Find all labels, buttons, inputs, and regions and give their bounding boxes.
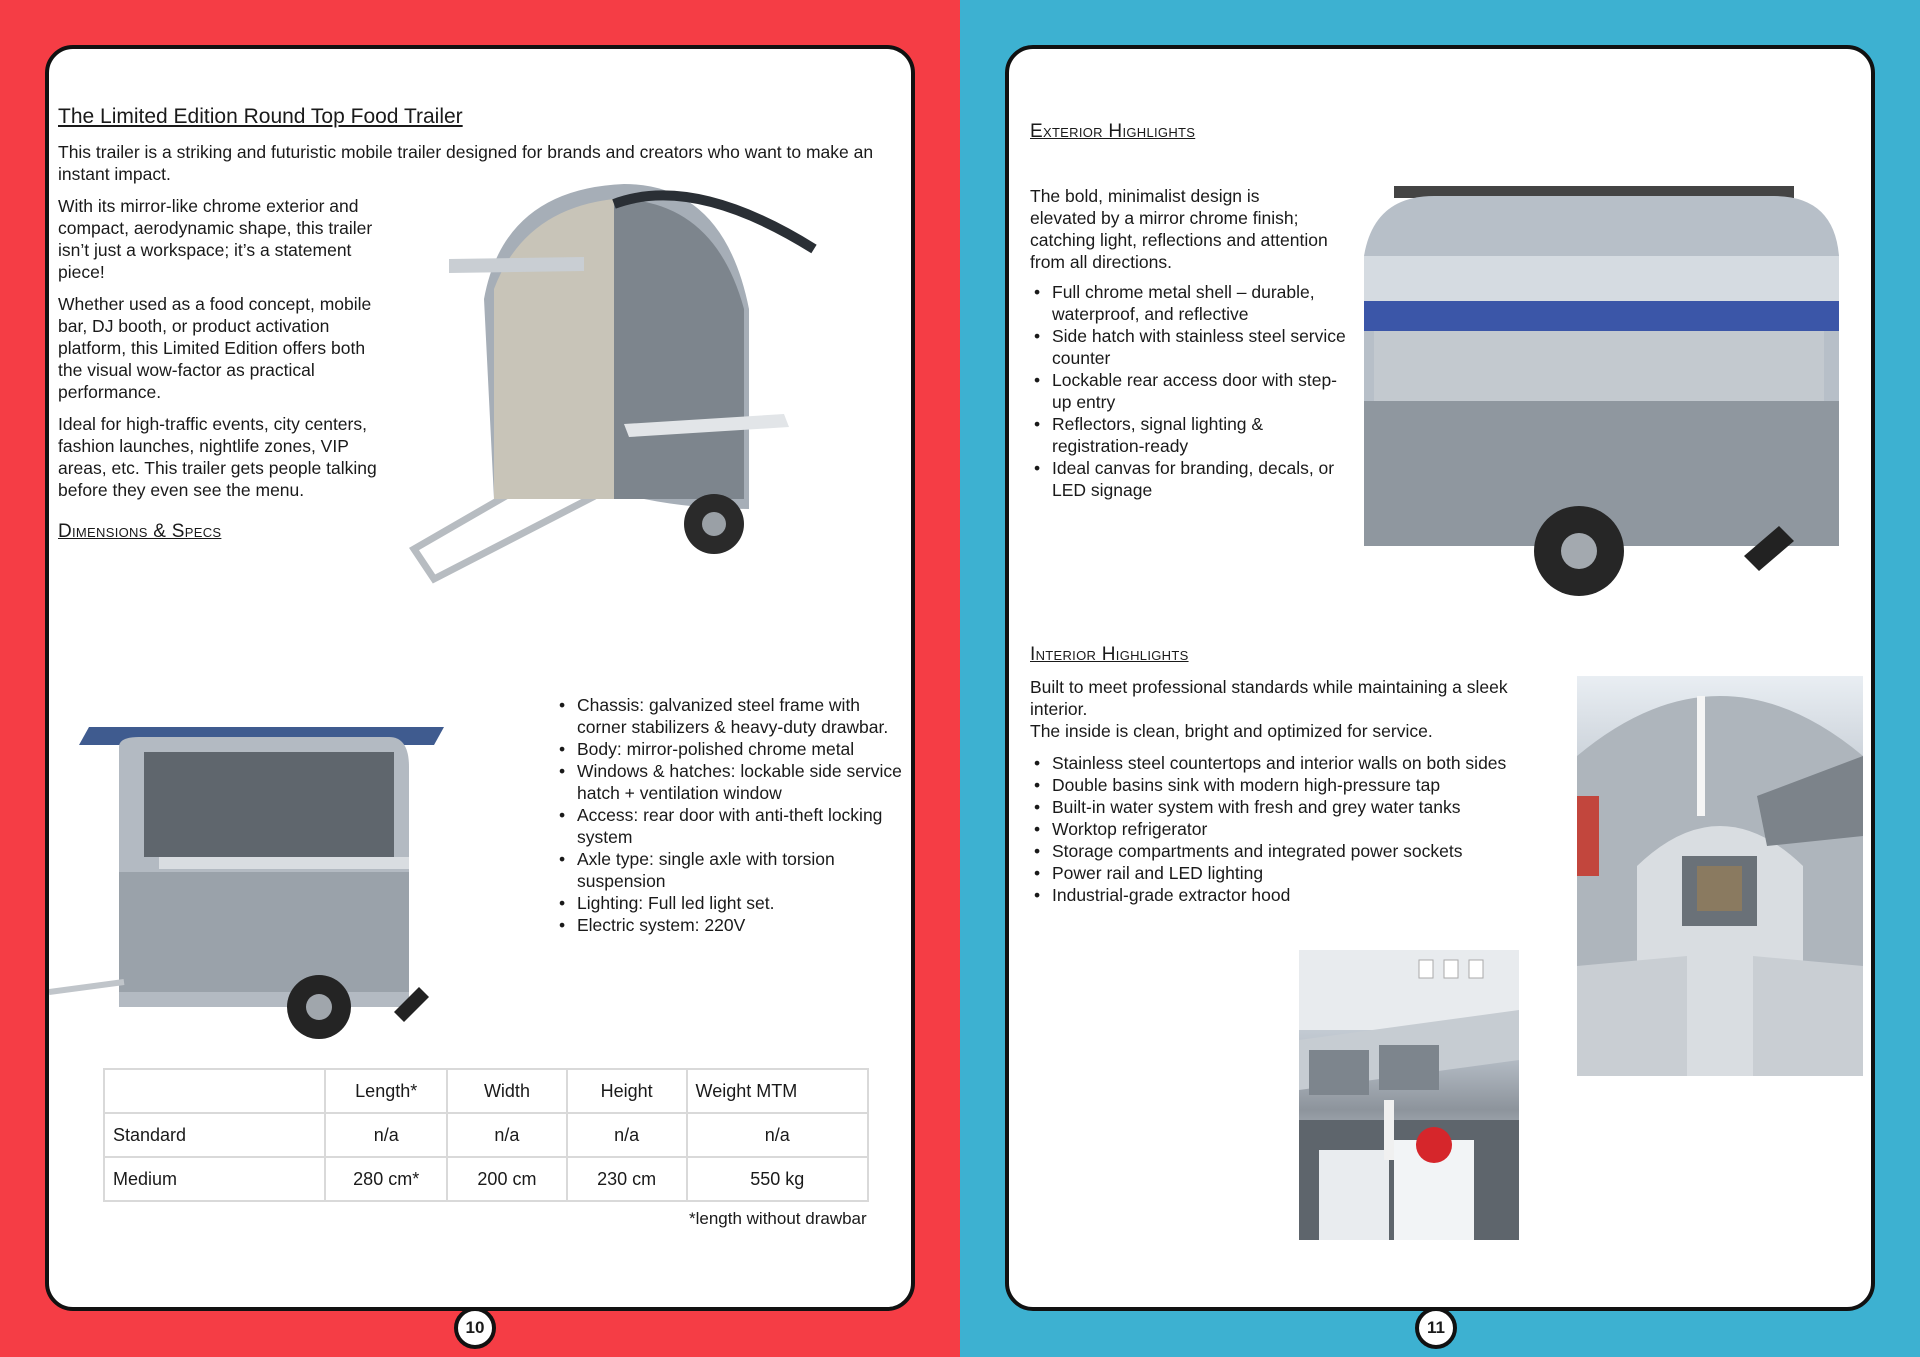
page-title: The Limited Edition Round Top Food Trailer	[58, 105, 463, 128]
page-number-left: 10	[454, 1307, 496, 1349]
interior-item: • Worktop refrigerator	[1030, 818, 1560, 840]
table-cell: 280 cm*	[325, 1157, 447, 1201]
table-header-cell	[104, 1069, 325, 1113]
table-header-cell: Width	[447, 1069, 567, 1113]
table-header-cell: Height	[567, 1069, 687, 1113]
interior-list	[1030, 752, 1560, 906]
table-footnote: *length without drawbar	[689, 1209, 867, 1228]
exterior-item: • Lockable rear access door with step-up entry	[1030, 369, 1350, 413]
table-cell: 230 cm	[567, 1157, 687, 1201]
table-row	[104, 1113, 868, 1157]
exterior-heading: Exterior Highlights	[1030, 121, 1196, 142]
trailer-exterior-photo	[1354, 176, 1854, 616]
right-page-card	[1005, 45, 1875, 1311]
spec-item-chassis: • Chassis: galvanized steel frame with corner stabilizers & heavy-duty drawbar.	[555, 694, 905, 738]
exterior-item: • Reflectors, signal lighting & registration-ready	[1030, 413, 1350, 457]
description-column	[58, 195, 388, 511]
trailer-side-photo	[49, 707, 469, 1047]
interior-intro-2: The inside is clean, bright and optimized for service.	[1030, 721, 1433, 741]
exterior-item: • Ideal canvas for branding, decals, or LED signage	[1030, 457, 1350, 501]
table-cell: 550 kg	[687, 1157, 868, 1201]
table-cell: Medium	[104, 1157, 325, 1201]
table-cell: 200 cm	[447, 1157, 567, 1201]
trailer-interior-photo	[1577, 676, 1863, 1076]
interior-item: • Built-in water system with fresh and grey water tanks	[1030, 796, 1560, 818]
interior-item: • Storage compartments and integrated power sockets	[1030, 840, 1560, 862]
trailer-open-hatch-photo	[394, 179, 914, 589]
table-header-cell: Weight MTM	[687, 1069, 868, 1113]
specs-heading: Dimensions & Specs	[58, 521, 222, 542]
interior-item: • Stainless steel countertops and interior walls on both sides	[1030, 752, 1560, 774]
spec-item-axle: • Axle type: single axle with torsion suspension	[555, 848, 905, 892]
interior-item: • Double basins sink with modern high-pressure tap	[1030, 774, 1560, 796]
description-para-1: With its mirror-like chrome exterior and compact, aerodynamic shape, this trailer isn’t just a workspace; it’s a statement piece!	[58, 196, 373, 282]
spec-item-access: • Access: rear door with anti-theft locking system	[555, 804, 905, 848]
spec-item-electric: • Electric system: 220V	[555, 914, 905, 936]
table-header-row	[104, 1069, 868, 1113]
table-cell: n/a	[567, 1113, 687, 1157]
exterior-list	[1030, 281, 1350, 501]
table-cell: n/a	[447, 1113, 567, 1157]
exterior-intro: The bold, minimalist design is elevated by a mirror chrome finish; catching light, reflections and attention from all directions.	[1030, 186, 1328, 272]
table-cell: Standard	[104, 1113, 325, 1157]
exterior-item: • Full chrome metal shell – durable, waterproof, and reflective	[1030, 281, 1350, 325]
description-para-2: Whether used as a food concept, mobile bar, DJ booth, or product activation platform, this Limited Edition offers both the visual wow-factor as practical performance.	[58, 294, 372, 402]
interior-intro: Built to meet professional standards while maintaining a sleek interior.	[1030, 677, 1508, 719]
spec-item-windows: • Windows & hatches: lockable side service hatch + ventilation window	[555, 760, 905, 804]
table-row	[104, 1157, 868, 1201]
exterior-item: • Side hatch with stainless steel service counter	[1030, 325, 1350, 369]
spec-item-lighting: • Lighting: Full led light set.	[555, 892, 905, 914]
page-number-right: 11	[1415, 1307, 1457, 1349]
description-para-3: Ideal for high-traffic events, city centers, fashion launches, nightlife zones, VIP areas, etc. This trailer gets people talking before they even see the menu.	[58, 414, 377, 500]
table-cell: n/a	[325, 1113, 447, 1157]
interior-item: • Industrial-grade extractor hood	[1030, 884, 1560, 906]
dimensions-table	[103, 1068, 869, 1202]
sink-water-tank-photo	[1299, 950, 1519, 1240]
interior-item: • Power rail and LED lighting	[1030, 862, 1560, 884]
table-header-cell: Length*	[325, 1069, 447, 1113]
intro-text: This trailer is a striking and futuristic mobile trailer designed for brands and creators who want to make an instant impact.	[58, 142, 874, 184]
spec-item-body: • Body: mirror-polished chrome metal	[555, 738, 905, 760]
interior-heading: Interior Highlights	[1030, 644, 1189, 665]
table-cell: n/a	[687, 1113, 868, 1157]
specs-list	[555, 694, 905, 936]
left-page-card	[45, 45, 915, 1311]
